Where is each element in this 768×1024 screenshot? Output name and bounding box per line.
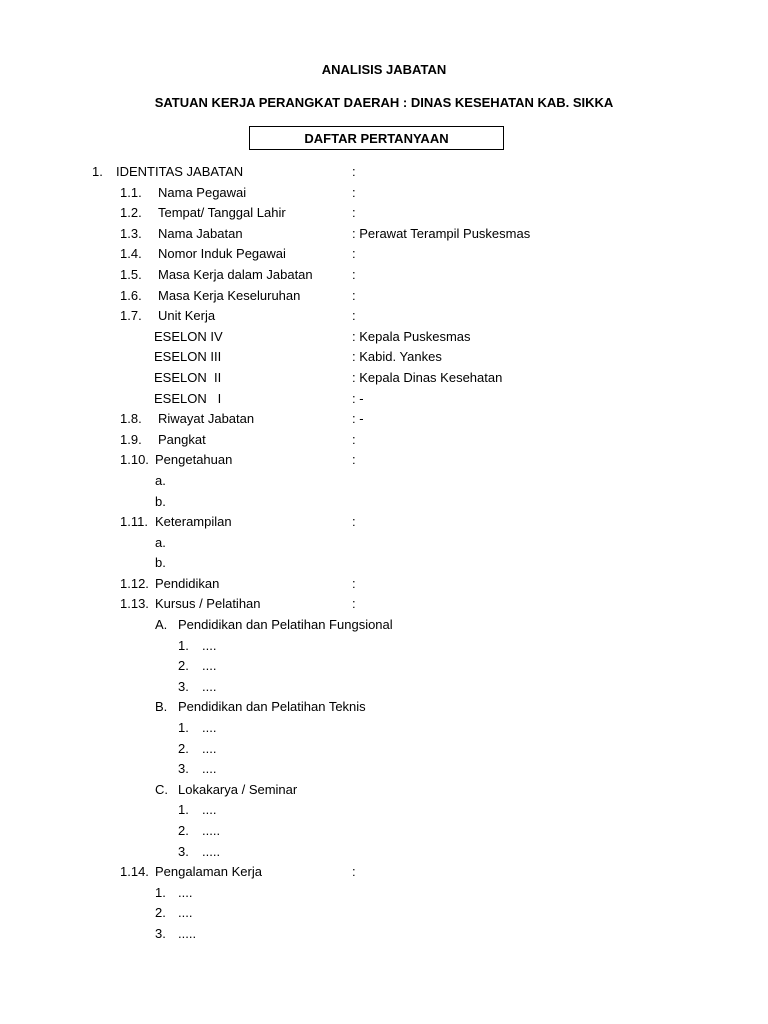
form-row	[0, 842, 768, 863]
form-row	[0, 450, 768, 471]
form-row	[0, 347, 768, 368]
row-number: 1.7.	[120, 308, 142, 324]
form-row	[0, 244, 768, 265]
row-number: 1.4.	[120, 246, 142, 262]
row-number: A.	[155, 617, 168, 633]
row-number: 1.8.	[120, 411, 142, 427]
row-number: 2.	[155, 905, 166, 921]
row-label: .....	[202, 843, 221, 859]
row-label: ....	[202, 658, 217, 674]
row-number: 1.6.	[120, 287, 142, 303]
row-number: 2.	[178, 740, 189, 756]
row-number: 3.	[155, 925, 166, 941]
row-number: 1.	[178, 720, 189, 736]
row-label: ESELON III	[154, 349, 222, 365]
row-label: .....	[202, 823, 221, 838]
row-label: ....	[202, 761, 217, 777]
row-number: 1.9.	[120, 431, 142, 447]
row-number: 2.	[178, 823, 189, 838]
row-value: :	[352, 308, 356, 324]
row-label: Pengalaman Kerja	[155, 864, 262, 880]
row-label: ESELON II	[154, 369, 222, 385]
row-label: Nomor Induk Pegawai	[158, 246, 286, 262]
row-value: :	[352, 205, 356, 221]
form-row	[0, 574, 768, 595]
form-row	[0, 265, 768, 286]
row-label: .....	[178, 925, 197, 941]
row-value: :	[352, 514, 356, 530]
form-row	[0, 656, 768, 677]
row-label: ....	[202, 720, 217, 736]
row-value: :	[352, 287, 356, 303]
form-row	[0, 492, 768, 513]
row-value: :	[352, 596, 356, 612]
row-label: ....	[178, 905, 193, 921]
row-value: :	[352, 266, 356, 282]
form-row	[0, 533, 768, 554]
row-label: Lokakarya / Seminar	[178, 781, 298, 797]
row-number: b.	[155, 493, 166, 509]
row-label: IDENTITAS JABATAN	[116, 164, 244, 179]
row-label: Pengetahuan	[155, 452, 233, 468]
questionnaire-header-label: DAFTAR PERTANYAAN	[304, 130, 449, 146]
row-value: : -	[352, 411, 364, 427]
row-label: ....	[202, 802, 217, 818]
row-number: 1.3.	[120, 225, 142, 241]
form-row	[0, 697, 768, 718]
form-row	[0, 636, 768, 657]
form-row	[0, 903, 768, 924]
row-value: :	[352, 164, 356, 179]
row-label: Masa Kerja dalam Jabatan	[158, 266, 313, 282]
row-number: a.	[155, 534, 166, 550]
row-value: : Perawat Terampil Puskesmas	[352, 225, 531, 241]
form-row	[0, 594, 768, 615]
form-row	[0, 162, 768, 183]
form-row	[0, 286, 768, 307]
row-number: 2.	[178, 658, 189, 674]
row-number: 1.11.	[120, 514, 148, 530]
form-row	[0, 368, 768, 389]
form-row	[0, 677, 768, 698]
row-number: 1.5.	[120, 266, 142, 282]
row-label: ESELON IV	[154, 328, 223, 344]
row-label: Pendidikan dan Pelatihan Fungsional	[178, 617, 393, 633]
row-value: :	[352, 431, 356, 447]
form-row	[0, 430, 768, 451]
row-number: 1.13.	[120, 596, 149, 612]
row-number: b.	[155, 555, 166, 571]
row-label: ....	[202, 740, 217, 756]
row-number: 1.14.	[120, 864, 149, 880]
row-label: Kursus / Pelatihan	[155, 596, 261, 612]
row-label: ....	[202, 678, 217, 694]
row-value: : Kepala Dinas Kesehatan	[352, 369, 503, 385]
row-value: :	[352, 246, 356, 262]
row-label: Pendidikan dan Pelatihan Teknis	[178, 699, 366, 715]
row-value: :	[352, 864, 356, 880]
form-row	[0, 409, 768, 430]
row-number: B.	[155, 699, 168, 715]
document-subtitle: SATUAN KERJA PERANGKAT DAERAH : DINAS KESEHATAN KAB. SIKKA	[154, 95, 614, 110]
row-number: 1.	[178, 637, 189, 653]
row-number: a.	[155, 472, 166, 488]
form-row	[0, 862, 768, 883]
row-value: :	[352, 575, 356, 591]
form-row	[0, 759, 768, 780]
row-label: Riwayat Jabatan	[158, 411, 255, 427]
form-row	[0, 224, 768, 245]
row-label: Keterampilan	[155, 514, 232, 530]
row-number: 1.	[155, 884, 166, 900]
form-row	[0, 306, 768, 327]
form-row	[0, 183, 768, 204]
row-label: ESELON I	[154, 390, 222, 406]
row-value: :	[352, 452, 356, 468]
row-number: 1.2.	[120, 205, 142, 221]
row-number: 1.1.	[120, 184, 142, 200]
row-label: Unit Kerja	[158, 308, 216, 324]
row-label: Pangkat	[158, 431, 206, 447]
form-row	[0, 883, 768, 904]
form-row	[0, 924, 768, 945]
row-value: : Kepala Puskesmas	[352, 328, 471, 344]
form-row	[0, 780, 768, 801]
row-number: 3.	[178, 678, 189, 694]
form-row	[0, 512, 768, 533]
row-value: : -	[352, 390, 364, 406]
row-number: 1.12.	[120, 575, 149, 591]
form-row	[0, 739, 768, 760]
questionnaire-header-box	[249, 126, 504, 150]
row-label: Masa Kerja Keseluruhan	[158, 287, 301, 303]
row-value: : Kabid. Yankes	[352, 349, 442, 365]
row-label: ....	[178, 884, 193, 900]
row-label: Nama Pegawai	[158, 184, 247, 200]
form-row	[0, 553, 768, 574]
form-row	[0, 615, 768, 636]
row-number: 3.	[178, 843, 189, 859]
form-row	[0, 471, 768, 492]
form-row	[0, 203, 768, 224]
form-row	[0, 821, 768, 842]
form-row	[0, 800, 768, 821]
form-row	[0, 718, 768, 739]
document-title: ANALISIS JABATAN	[321, 62, 447, 77]
row-number: 1.	[178, 802, 189, 818]
form-rows	[0, 162, 768, 945]
row-number: 1.10.	[120, 452, 149, 468]
row-label: Pendidikan	[155, 575, 220, 591]
row-number: 3.	[178, 761, 189, 777]
form-row	[0, 327, 768, 348]
row-label: ....	[202, 637, 217, 653]
row-label: Nama Jabatan	[158, 225, 243, 241]
row-label: Tempat/ Tanggal Lahir	[158, 205, 286, 221]
row-number: 1.	[92, 164, 103, 179]
form-row	[0, 389, 768, 410]
row-value: :	[352, 184, 356, 200]
row-number: C.	[155, 781, 168, 797]
